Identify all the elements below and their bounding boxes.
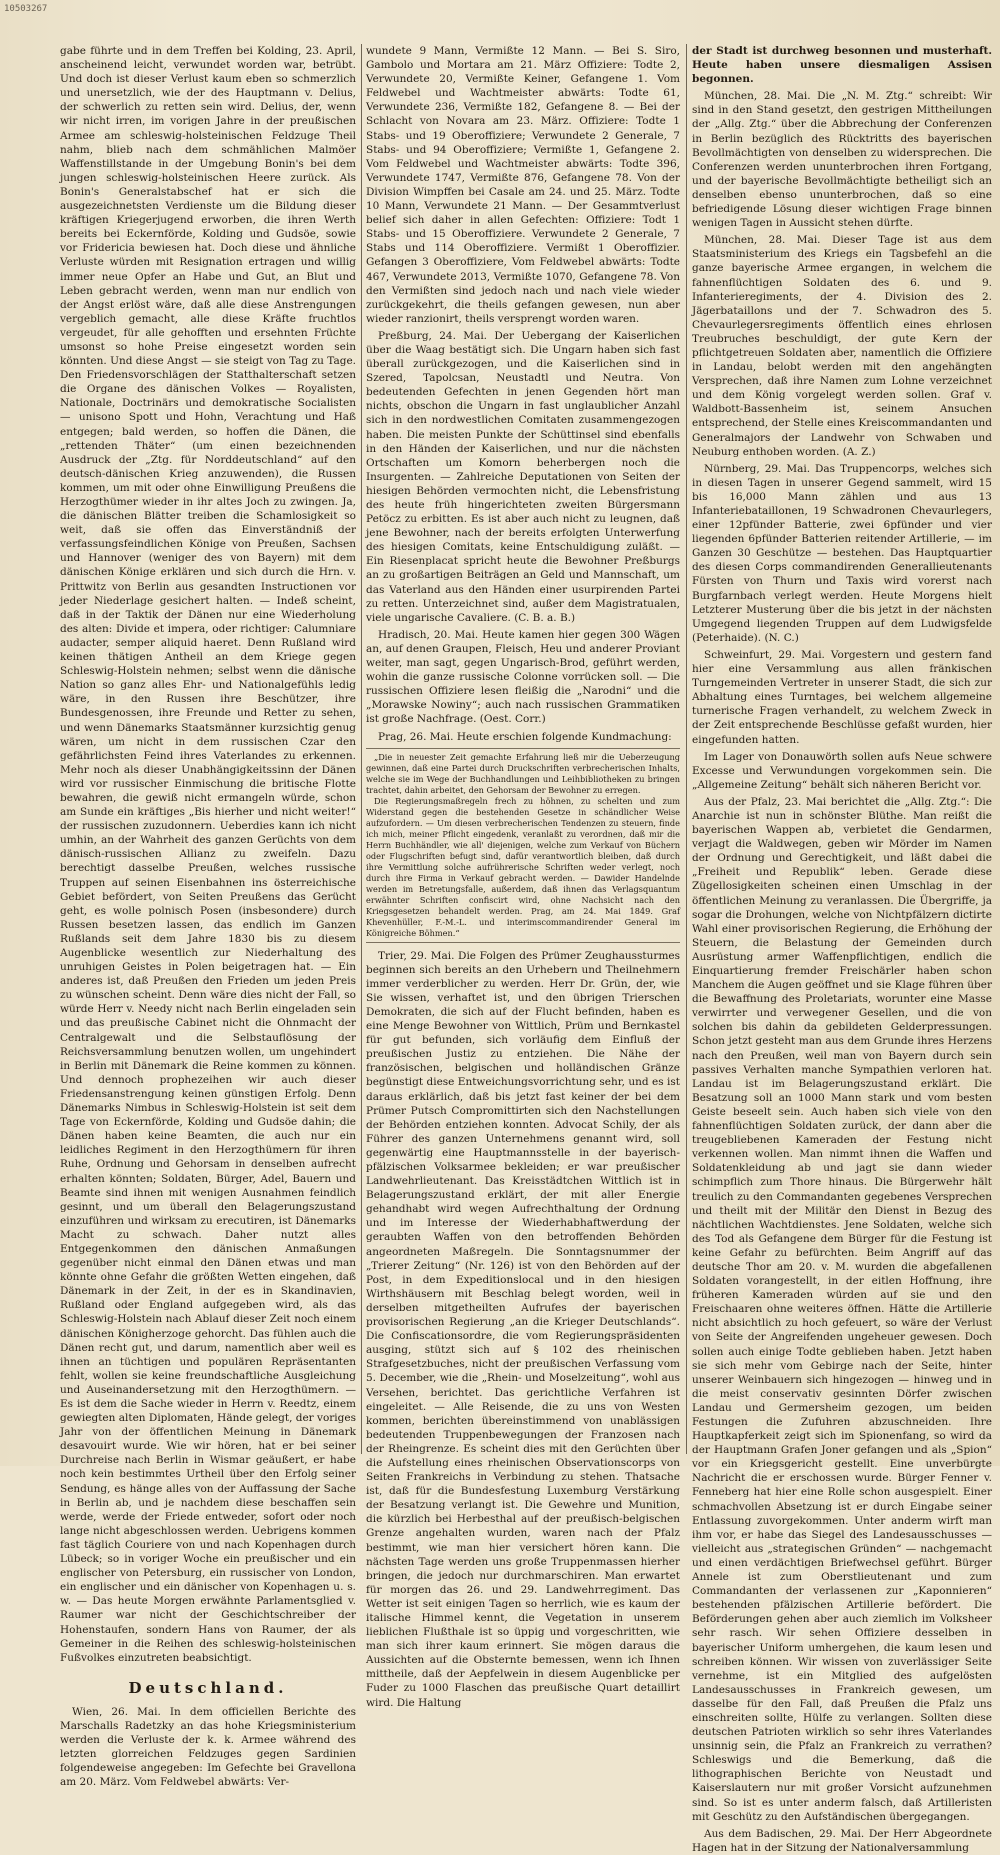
article-paragraph: Wien, 26. Mai. In dem officiellen Berichte des Marschalls Radetzky an das hohe Kriegsministerium werden die Verluste der k. k. Armee während des letzten glorreichen Feldzuges gegen Sardinien folgendeweise angegeben: Im Gefechte bei Gravellona am 20. März. Vom Feldwebel abwärts: Ver- [60, 1705, 356, 1789]
proclamation-notice [366, 748, 680, 943]
article-paragraph: Preßburg, 24. Mai. Der Uebergang der Kaiserlichen über die Waag bestätigt sich. Die Ungarn haben sich fast überall zurückgezogen, und die Kaiserlichen sind in Szered, Tapolcsan, Neustadtl und Neutra. Von bedeutenden Gefechten in jenen Gegenden hört man nichts, obschon die Ungarn in fast unglaublicher Anzahl sich in den nordwestlichen Comitaten zusammengezogen haben. Die meisten Punkte der Schüttinsel sind ebenfalls in den Händen der Kaiserlichen, und nur die nächsten Ortschaften um Komorn beherbergen noch die Insurgenten. — Zahlreiche Deputationen von Seiten der hiesigen Behörden vermochten nicht, die Lebensfristung des heute früh hingerichteten zweiten Bürgersmann Petöcz zu erbitten. Es ist aber auch nicht zu leugnen, daß jene Bewohner, nach der bereits erfolgten Unterwerfung des hiesigen Comitats, keine Entschuldigung zuläßt. — Ein Riesenplacat spricht heute die Bewohner Preßburgs an zu großartigen Beiträgen an Geld und Mannschaft, um das Vaterland aus den Händen einer usurpirenden Partei zu retten. Unterzeichnet sind, außer dem Magistratualen, viele ungarische Cavaliere. (C. B. a. B.) [366, 329, 680, 624]
article-paragraph: Aus der Pfalz, 23. Mai berichtet die „Allg. Ztg.“: Die Anarchie ist nun in schönster Blüthe. Man reißt die bayerischen Wappen ab, verbietet die Gendarmen, verjagt die Waldwegen, geben wir Mörder im Namen der Ordnung und Gerechtigkeit, und läßt dabei die „Freiheit und Republik“ leben. Gerade diese Zügellosigkeiten scheinen einen Umschlag in der öffentlichen Meinung zu veranlassen. Die Übergriffe, ja sogar die Drohungen, welche von Nichtpfälzern dictirte Wahl einer provisorischen Regierung, die Erhöhung der Steuern, die Belastung der Gemeinden durch Ausrüstung armer Waffenpflichtigen, endlich die Einquartierung fremder Freischärler haben schon Manchem die Augen geöffnet und sie Klage führen über die Bewaffnung des Proletariats, worunter eine Masse verwirrter und verwegener Gesellen, und die von solchen bis dahin da gebildeten Gelderpressungen. Schon jetzt gesteht man aus dem Grunde ihres Herzens nach den Preußen, weil man von Bayern durch sein passives Verhalten manche Sympathien verloren hat. Landau ist im Belagerungszustand erklärt. Die Besatzung soll an 1000 Mann stark und vom besten Geiste beseelt sein. Auch haben sich viele von den fahnenflüchtigen Soldaten zurück, der dann aber die treugebliebenen Kameraden der Festung nicht verkennen wollen. Man nimmt ihnen die Waffen und Soldatenkleidung ab und jagt sie dann wieder schimpflich zum Thore hinaus. Die Bürgerwehr hält treulich zu den Commandanten gegebenes Versprechen und theilt mit der Militär den Dienst in Bezug des nächtlichen Wachtdienstes. Jene Soldaten, welche sich des Tod als Gefangene dem Bürger für die Festung ist keine Gefahr zu befürchten. Beim Angriff auf das deutsche Thor am 20. v. M. wurden die abgefallenen Soldaten vorangestellt, in der eitlen Hoffnung, ihre früheren Kameraden würden auf sie und den Freischaaren ohne weiteres öffnen. Hätte die Artillerie nicht absichtlich zu hoch gefeuert, so wäre der Verlust von Seite der Angreifenden ungeheuer gewesen. Doch sollen auch einige Todte geblieben haben. Jetzt haben sie sich mehr vom Gebirge nach der Seite, hinter unserer Weinbauern sich hingezogen — hinweg und in die meist conservativ gesinnten Dörfer zwischen Landau und Germersheim gezogen, um beiden Festungen die Zufuhren abzuschneiden. Ihre Hauptkapferkeit zeigt sich im Spionenfang, so wird da der Hauptmann Grafen Joner gefangen und als „Spion“ vor ein Kriegsgericht gestellt. Eine unverbürgte Nachricht die er erschossen wurde. Bürger Fenner v. Fenneberg hat hier eine Rolle schon ausgespielt. Einer schmachvollen Absetzung ist er durch Eingabe seiner Entlassung zuvorgekommen. Unter anderm wirft man ihm vor, er habe das Siegel des Landesausschusses — vielleicht aus „strategischen Gründen“ — nachgemacht und einen verdächtigen Briefwechsel geführt. Bürger Annele ist zum Oberstlieutenant und zum Commandanten der verlassenen zur „Kaponnieren“ bestehenden pfälzischen Artillerie befördert. Die Beförderungen gehen aber auch ziemlich im Volksheer sehr rasch. Wir sehen Offiziere desselben in bayerischer Uniform umhergehen, die kaum lesen und schreiben können. Wir wissen von zuverlässiger Seite vernehme, ist ein Mitglied des aufgelösten Landesausschusses in Frankreich gewesen, um dasselbe für den Fall, daß Preußen die Pfalz uns einschreiten sollte, Hülfe zu verlangen. Sollten diese deutschen Patrioten wirklich so sehr ihres Vaterlandes unsinnig sein, die Pfalz an Frankreich zu verrathen? Schleswigs und die Bemerkung, daß die lithographischen Berichte von Neustadt und Kaiserslautern nur mit großer Vorsicht aufzunehmen sind. So ist es unter anderm falsch, daß Artilleristen mit Geschütz zu den Aufständischen übergegangen. [692, 795, 992, 1823]
right-column [692, 44, 992, 1854]
article-paragraph: wundete 9 Mann, Vermißte 12 Mann. — Bei S. Siro, Gambolo und Mortara am 21. März Offiziere: Todte 2, Verwundete 20, Vermißte Keiner, Gefangene 1. Vom Feldwebel und Wachtmeister abwärts: Todte 61, Verwundete 236, Vermißte 182, Gefangene 8. — Bei der Schlacht von Novara am 23. März. Offiziere: Todte 1 Stabs- und 19 Oberoffiziere; Verwundete 2 Generale, 7 Stabs- und 94 Oberoffiziere; Vermißte 1, Gefangene 2. Vom Feldwebel und Wachtmeister abwärts: Todte 396, Verwundete 1747, Vermißte 876, Gefangene 78. Von der Division Wimpffen bei Casale am 24. und 25. März. Todte 10 Mann, Verwundete 21 Mann. — Der Gesammtverlust belief sich daher in allen Gefechten: Offiziere: Todt 1 Stabs- und 15 Oberoffiziere. Verwundete 2 Generale, 7 Stabs und 114 Oberoffiziere. Vermißt 1 Oberoffizier. Gefangen 3 Oberoffiziere, Vom Feldwebel abwärts: Todte 467, Verwundete 2013, Vermißte 1070, Gefangene 78. Von den Vermißten sind jedoch nach und nach viele wieder zurückgekehrt, die theils gefangen gewesen, nun aber wieder ranzionirt, theils versprengt worden waren. [366, 45, 680, 325]
article-paragraph: Trier, 29. Mai. Die Folgen des Prümer Zeughaussturmes beginnen sich bereits an den Urhebern und Theilnehmern immer verderblicher zu werden. Herr Dr. Grün, der, wie Sie wissen, verhaftet ist, und den übrigen Trierschen Demokraten, die sich auf der Flucht befinden, haben es eine Menge Bewohner von Wittlich, Prüm und Bernkastel für gut befunden, sich vorläufig dem Einfluß der preußischen Justiz zu entziehen. Die Nähe der französischen, belgischen und holländischen Gränze begünstigt diese Entweichungsvorrichtung sehr, und es ist daraus erklärlich, daß bis jetzt fast keiner der bei dem Prümer Putsch Compromittirten sich den Nachstellungen der Behörden entziehen konnten. Advocat Schily, der als Führer des ganzen Unternehmens genannt wird, soll gegenwärtig eine Hauptmannsstelle in der bayerisch-pfälzischen Volksarmee bekleiden; er war preußischer Landwehrlieutenant. Das Kreisstädtchen Wittlich ist in Belagerungszustand erklärt, der mit aller Energie gehandhabt wird wegen Aufrechthaltung der Ordnung und im Interesse der Wiederhabhaftwerdung der geraubten Waffen von den betroffenden Behörden angeordneten Maßregeln. Die Sonntagsnummer der „Trierer Zeitung“ (Nr. 126) ist von den Behörden auf der Post, in dem Expeditionslocal und in den hiesigen Wirthshäusern mit Beschlag belegt worden, weil in derselben mitgetheilten Aufrufes der bayerischen provisorischen Regierung „an die Krieger Deutschlands“. Die Confiscationsordre, die vom Regierungspräsidenten ausging, stützt sich auf § 102 des rheinischen Strafgesetzbuches, nicht der preußischen Verfassung vom 5. December, wie die „Rhein- und Moselzeitung“, wohl aus Versehen, berichtet. Das gerichtliche Verfahren ist eingeleitet. — Alle Reisende, die zu uns von Westen kommen, berichten übereinstimmend von unablässigen bedeutenden Truppenbewegungen der Franzosen nach der Rheingrenze. Es scheint dies mit den Gerüchten über die Aufstellung eines rheinischen Observationscorps von Seiten Frankreichs in Verbindung zu stehen. Thatsache ist, daß für die Bundesfestung Luxemburg Verstärkung der Besatzung verlangt ist. Die Gewehre und Munition, die kürzlich bei Herbesthal auf der preußisch-belgischen Grenze angehalten wurden, waren nach der Pfalz bestimmt, wie man hier versichert hören kann. Die nächsten Tage werden uns große Truppenmassen hierher bringen, die jedoch nur durchmarschiren. Man erwartet für morgen das 26. und 29. Landwehrregiment. Das Wetter ist seit einigen Tagen so herrlich, wie es kaum der italische Himmel kennt, die Vegetation in unserem lieblichen Flußthale ist so üppig und vorgeschritten, wie man sich ihrer kaum erinnert. Sie mögen daraus die Aussichten auf die Obsternte bemessen, wenn ich Ihnen mittheile, daß der Aepfelwein in diesem Augenblicke per Fuder zu 1000 Flaschen das preußische Quart detaillirt wird. Die Haltung [366, 949, 680, 1709]
article-paragraph: Prag, 26. Mai. Heute erschien folgende Kundmachung: [378, 730, 672, 743]
archive-id: 10503267 [4, 4, 48, 14]
article-paragraph: München, 28. Mai. Dieser Tage ist aus dem Staatsministerium des Kriegs ein Tagsbefehl an die ganze bayerische Armee ergangen, in welchem die fahnenflüchtigen Soldaten des 6. und 9. Infanterieregiments, der 4. Division des 2. Jägerbataillons und der 7. Schwadron des 5. Chevaurlegersregiments öffentlich eines ehrlosen Treubruches beschuldigt, der gute Kern der pflichtgetreuen Soldaten aber, namentlich die Offiziere in Landau, belobt werden mit den angehängten Versprechen, daß ihre Namen zum Lohne verzeichnet und dem König vorgelegt werden sollen. Graf v. Waldbott-Bassenheim ist, seinem Ansuchen entsprechend, der Stelle eines Kreiscommandanten und Generalmajors der Landwehr von Schwaben und Neuburg enthoben worden. (A. Z.) [692, 234, 992, 458]
article-paragraph: München, 28. Mai. Die „N. M. Ztg.“ schreibt: Wir sind in den Stand gesetzt, den gestrigen Mittheilungen der „Allg. Ztg.“ über die Abbrechung der Conferenzen in Berlin bezüglich des Rücktritts des bayerischen Bevollmächtigten von denselben zu widersprechen. Die Conferenzen werden ununterbrochen ihren Fortgang, und der bayerische Bevollmächtigte betheiligt sich an denselben ebenso ununterbrochen, daß so eine befriedigende Lösung dieser wichtigen Frage binnen wenigen Tagen in Aussicht stehen dürfte. [692, 90, 992, 230]
article-paragraph: Hradisch, 20. Mai. Heute kamen hier gegen 300 Wägen an, auf denen Graupen, Fleisch, Heu und anderer Proviant weiter, man sagt, gegen Ungarisch-Brod, geführt werden, wohin die ganze russische Colonne vorrücken soll. — Die russischen Offiziere lesen fleißig die „Narodni“ und die „Morawske Nowiny“; auch nach russischen Grammatiken ist große Nachfrage. (Oest. Corr.) [366, 628, 680, 726]
column-divider [361, 44, 362, 1454]
column-divider [686, 44, 687, 1454]
middle-column [366, 44, 680, 1709]
left-column [60, 44, 356, 1789]
notice-paragraph: Die Regierungsmaßregeln frech zu höhnen, zu schelten und zum Widerstand gegen die bestehenden Gesetze in schändlicher Weise aufzufordern. — Um diesen verbrecherischen Tendenzen zu steuern, finde ich mich, meiner Pflicht eingedenk, veranlaßt zu verordnen, daß mir die Herrn Buchhändler, wie all' diejenigen, welche zum Verkauf von Büchern oder Flugschriften befugt sind, dafür verantwortlich bleiben, daß durch ihre Vermittlung solche aufrührerische Schriften weder verlegt, noch durch ihre Firma in Verkauf gebracht werden. — Dawider Handelnde werden im Betretungsfalle, außerdem, daß ihnen das Verlagsquantum erwähnter Schriften confiscirt wird, ohne Nachsicht nach den Kriegsgesetzen behandelt werden. Prag, am 24. Mai 1849. Graf Khevenhüller, F.-M.-L. und interimscommandirender General im Königreiche Böhmen.“ [366, 795, 680, 938]
notice-paragraph: „Die in neuester Zeit gemachte Erfahrung ließ mir die Ueberzeugung gewinnen, daß eine Partei durch Druckschriften verbrecherischen Inhalts, welche sie im Wege der Buchhandlungen und Leihbibliotheken zu bringen trachtet, dahin arbeitet, den Gehorsam der Bewohner zu erregen. [366, 751, 680, 795]
section-heading: Deutschland. [128, 1678, 288, 1697]
article-paragraph: Aus dem Badischen, 29. Mai. Der Herr Abgeordnete Hagen hat in der Sitzung der Nationalversammlung [692, 1827, 992, 1854]
article-paragraph: Im Lager von Donauwörth sollen aufs Neue schwere Excesse und Verwundungen vorgekommen sein. Die „Allgemeine Zeitung“ behält sich näheren Bericht vor. [692, 750, 992, 791]
article-paragraph: Schweinfurt, 29. Mai. Vorgestern und gestern fand hier eine Versammlung aus allen fränkischen Turngemeinden Vertreter in unserer Stadt, die sich zur Abhaltung eines Turntages, bei welchem allgemeine turnerische Fragen verhandelt, zu welchem Zweck in der Zeit entsprechende Beschlüsse gefaßt wurden, hier eingefunden hatten. [692, 648, 992, 746]
article-paragraph: Nürnberg, 29. Mai. Das Truppencorps, welches sich in diesen Tagen in unserer Gegend sammelt, wird 15 bis 16,000 Mann zählen und aus 13 Infanteriebataillonen, 19 Schwadronen Chevaurlegers, einer 12pfünder Batterie, zwei 6pfünder und vier liegenden 6pfünder Batterien reitender Artillerie, — im Ganzen 30 Geschütze — bestehen. Das Hauptquartier des diesen Corps commandirenden Generallieutenants Fürsten von Thurn und Taxis wird vorerst nach Burgfarnbach verlegt werden. Heute Morgens hielt Letzterer Musterung über die bis jetzt in der nächsten Umgegend liegenden Truppen auf dem Ludwigsfelde (Peterhaide). (N. C.) [692, 462, 992, 644]
article-paragraph: gabe führte und in dem Treffen bei Kolding, 23. April, anscheinend leicht, verwundet worden war, betrübt. Und doch ist dieser Verlust kaum eben so schmerzlich und unersetzlich, wie der des Hauptmann v. Delius, der schwerlich zu retten sein wird. Delius, der, wenn wir nicht irren, im vorigen Jahre in der preußischen Armee am schleswig-holsteinischen Feldzuge Theil nahm, blieb nach dem schmählichen Malmöer Waffenstillstande in der Umgebung Bonin's bei dem jungen schleswig-holsteinischen Heere zurück. Als Bonin's Generalstabschef hat er sich die ausgezeichnetsten Verdienste um die Bildung dieser kräftigen Kriegerjugend erworben, die ihren Werth bereits bei Eckernförde, Kolding und Gudsöe, sowie vor Fridericia bewiesen hat. Doch diese und ähnliche Verluste würden mit Resignation ertragen und willig immer neue Opfer an Habe und Gut, an Blut und Leben gebracht werden, wenn man nur endlich von der Angst erlöst wäre, daß alle diese Anstrengungen vergeblich gemacht, alle diese Kräfte fruchtlos vergeudet, für alle gehofften und ersehnten Früchte umsonst so hohe Preise eingesetzt worden sein könnten. Und diese Angst — sie steigt von Tag zu Tage. Den Friedensvorschlägen der Statthalterschaft setzen die Organe des dänischen Volkes — Royalisten, Nationale, Doctrinärs und demokratische Socialisten — unisono Spott und Hohn, Verachtung und Haß entgegen; bald werden, so hoffen die Dänen, die „rettenden Thäter“ (um einen bezeichnenden Ausdruck der „Ztg. für Norddeutschland“ auf den deutsch-dänischen Krieg anzuwenden), die Russen kommen, um mit oder ohne Einwilligung Preußens die Herzogthümer wieder in ihr altes Joch zu zwingen. Ja, die dänischen Blätter treiben die Schamlosigkeit so weit, daß sie offen das Einverständniß der verfassungsfeindlichen Könige von Preußen, Sachsen und Hannover (weniger des von Bayern) mit dem dänischen Könige erklären und sich durch die Hrn. v. Prittwitz von Berlin aus gesandten Instructionen vor jeder Niederlage gesichert halten. — Indeß scheint, daß in der Taktik der Dänen nur eine Wiederholung des alten: Divide et impera, oder richtiger: Calumniare audacter, semper aliquid haeret. Denn Rußland wird keinen thätigen Antheil an dem Kriege gegen Schleswig-Holstein nehmen; selbst wenn die dänische Nation so ganz alles Ehr- und Nationalgefühls ledig wäre, in den Russen ihre Beschützer, ihre Bundesgenossen, ihre Freunde und Retter zu sehen, und wenn Dänemarks Staatsmänner kurzsichtig genug wären, um nicht in dem russischen Czar den gefährlichsten Feind ihres Vaterlandes zu erkennen. Mehr noch als dieser Unabhängigkeitssinn der Dänen wird vor russischer Einmischung die britische Flotte bewahren, die gewiß nicht ermangeln würde, schon am Sunde ein kräftiges „Bis hierher und nicht weiter!“ der russischen zuzudonnern. Ueberdies kann ich nicht umhin, an der Wahrheit des ganzen Gerüchts von dem dänisch-russischen Allianz zu zweifeln. Dazu berechtigt dasselbe Preußen, welches russische Truppen auf seinen Eisenbahnen ins österreichische Gebiet befördert, von Seiten Preußens das Gerücht geht, es wolle polnisch Posen (insbesondere) durch Russen besetzen lassen, das endlich im Ganzen Rußlands seit dem Jahre 1830 bis zu diesem Augenblicke wesentlich zur Niederhaltung des unruhigen Geistes in Polen beigetragen hat. — Ein anderes ist, daß Preußen den Frieden um jeden Preis zu wünschen scheint. Denn wäre dies nicht der Fall, so würde Herr v. Needy nicht nach Berlin eingeladen sein und das preußische Cabinet nicht die Ohnmacht der Centralgewalt und die Selbstauflösung der Reichsversammlung benutzen wollen, um ungehindert in Berlin mit Dänemark die Reine kommen zu können. Und dennoch prophezeihen wir auch dieser Friedensanstrengung keinen günstigen Erfolg. Denn Dänemarks Nimbus in Schleswig-Holstein ist seit dem Tage von Eckernförde, Kolding und Gudsöe dahin; die Dänen haben keine Beamten, die auch nur ein leidliches Regiment in den Herzogthümern für ihren Ruhe, Ordnung und Gehorsam in denselben aufrecht erhalten könnten; Soldaten, Bürger, Adel, Bauern und Beamte sind ihnen mit wenigen Ausnahmen feindlich gesinnt, und um überall den Belagerungszustand einzuführen und wirksam zu erecutiren, ist Dänemarks Macht zu schwach. Daher nutzt alles Entgegenkommen den dänischen Anmaßungen gegenüber nicht einmal den Dänen etwas und man könnte ohne Gefahr die größten Wetten eingehen, daß Dänemark in der Zeit, in der es in Skandinavien, Rußland oder England aufgegeben wird, als das Schleswig-Holstein nach Ablauf dieser Zeit noch einem dänischen Königherzoge gehorcht. Das fühlen auch die Dänen recht gut, und darum, namentlich aber weil es ihnen an tüchtigen und populären Repräsentanten fehlt, wollen sie keine freundschaftliche Ausgleichung und Auseinandersetzung mit den Herzogthümern. — Es ist dem die Sache wieder in Herrn v. Reedtz, einem gewiegten alten Diplomaten, Hände gelegt, der voriges Jahr von der öffentlichen Meinung in Dänemark desavouirt wurde. Wie wir hören, hat er bei seiner Durchreise nach Berlin in Wismar geäußert, er habe noch kein bestimmtes Urtheil über den Erfolg seiner Sendung, es hänge alles von der Auffassung der Sache in Berlin ab, und je nachdem diese beschaffen sein werde, werde der Friede entweder, sofort oder noch lange nicht abgeschlossen werden. Uebrigens kommen fast täglich Couriere von und nach Kopenhagen durch Lübeck; so in voriger Woche ein preußischer und ein englischer von Petersburg, ein russischer von London, ein englischer und ein dänischer von Kopenhagen u. s. w. — Das heute Morgen erwähnte Parlamentsglied v. Raumer war nicht der Geschichtschreiber der Hohenstaufen, sondern Hans von Raumer, der als Gemeiner in die Reihen des schleswig-holsteinischen Fußvolkes einzutreten beabsichtigt. [60, 45, 356, 1664]
article-paragraph: der Stadt ist durchweg besonnen und musterhaft. Heute haben unsere diesmaligen Assisen begonnen. [692, 45, 992, 86]
